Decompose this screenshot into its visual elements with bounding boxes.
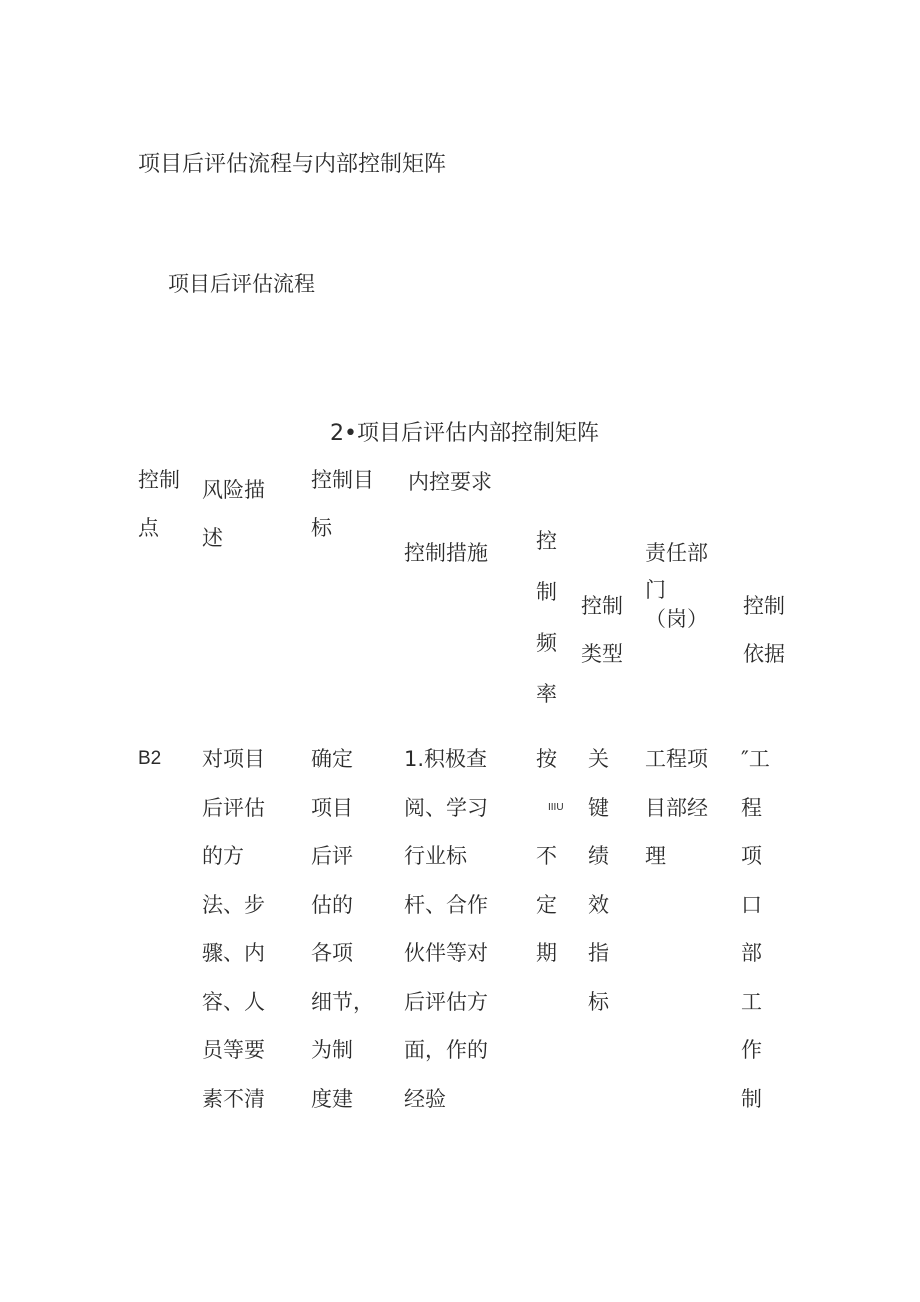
section-heading-matrix: 2•项目后评估内部控制矩阵 bbox=[330, 421, 599, 446]
cell-risk-description: 对项目 后评估 的方 法、步 骤、内 容、人 员等要 素不清 bbox=[202, 747, 265, 1111]
header-control-goal: 控制目 标 bbox=[311, 468, 374, 540]
header-risk-description: 风险描 述 bbox=[202, 478, 265, 550]
section-heading-process: 项目后评估流程 bbox=[168, 272, 315, 296]
header-control-basis: 控制 依据 bbox=[743, 594, 785, 666]
cell-responsible-dept: 工程项 目部经 理 bbox=[645, 747, 708, 868]
cell-control-type: 关 键 绩 效 指 标 bbox=[588, 747, 609, 1014]
header-control-point: 控制 点 bbox=[138, 468, 180, 540]
header-control-frequency: 控 制 频 率 bbox=[536, 529, 557, 706]
cell-control-point: B2 bbox=[138, 748, 162, 769]
cell-control-measures: 1.积极查 阅、学习 行业标 杆、合作 伙伴等对 后评估方 面，作的 经验 bbox=[404, 747, 488, 1111]
cell-control-basis: ″工 程 项 口 部 工 作 制 bbox=[741, 747, 770, 1111]
header-responsible-dept: 责任部 门 （岗） bbox=[645, 541, 708, 631]
document-title: 项目后评估流程与内部控制矩阵 bbox=[138, 152, 447, 177]
header-control-measures: 控制措施 bbox=[404, 541, 488, 565]
cell-control-goal: 确定 项目 后评 估的 各项 细节， 为制 度建 bbox=[311, 747, 374, 1111]
header-internal-requirement: 内控要求 bbox=[408, 470, 492, 494]
cell-control-frequency: 按 IIIU 不 定 期 bbox=[536, 747, 564, 965]
header-control-type: 控制 类型 bbox=[581, 594, 623, 666]
